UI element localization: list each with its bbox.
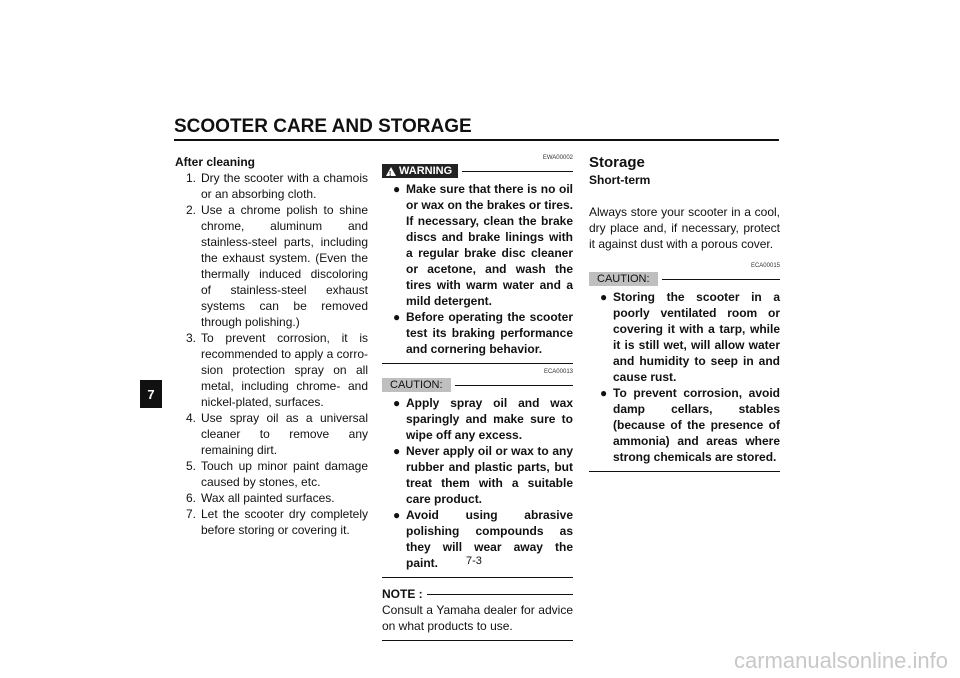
note-header-rule: [427, 594, 573, 595]
step-item: [175, 330, 368, 410]
note-text: Consult a Yamaha dealer for advice on what products to use.: [382, 603, 573, 633]
caution1-item: [382, 395, 573, 443]
caution1-header: [382, 377, 573, 393]
caution1-label: CAUTION:: [382, 378, 451, 392]
warning-triangle-icon: [386, 167, 396, 176]
chapter-tab: 7: [140, 380, 162, 408]
step-text: To prevent corrosion, it is recommended to apply a corro-sion protection spray on all metal, including chrome- and nickel-plated, surfaces.: [201, 331, 368, 409]
warning-label-text: WARNING: [399, 165, 453, 177]
warning-list: [382, 181, 573, 357]
caution2-code: ECA00015: [750, 263, 780, 269]
caution1-item-text: Avoid using abrasive polishing compounds as they will wear away the paint.: [406, 508, 573, 570]
bullet-icon: ●: [600, 290, 608, 304]
watermark: carmanualsonline.info: [733, 648, 948, 673]
warning-item-text: Make sure that there is no oil or wax on the brakes or tires. If necessary, clean the brake discs and brake linings with a regular brake disc cleaner or acetone, and wash the tires with warm water and a mild detergent.: [406, 182, 573, 308]
warning-item: [382, 181, 573, 309]
step-item: [175, 458, 368, 490]
step-item: [175, 490, 368, 506]
step-text: Wax all painted surfaces.: [201, 491, 335, 505]
step-text: Use spray oil as a universal cleaner to remove any remaining dirt.: [201, 411, 368, 457]
after-cleaning-heading: After cleaning: [175, 155, 256, 169]
step-number: 5.: [186, 459, 197, 473]
warning-end-rule: [382, 363, 573, 364]
bullet-icon: ●: [393, 310, 401, 324]
step-number: 4.: [186, 411, 197, 425]
caution1-list: [382, 395, 573, 571]
warning-item: [382, 309, 573, 357]
note-header: [382, 586, 573, 602]
page-number: 7-3: [466, 555, 482, 567]
warning-label: [382, 164, 458, 178]
caution2-label: CAUTION:: [589, 272, 658, 286]
page-title: SCOOTER CARE AND STORAGE: [174, 116, 472, 137]
bullet-icon: ●: [600, 386, 608, 400]
step-item: [175, 410, 368, 458]
step-number: 6.: [186, 491, 197, 505]
bullet-icon: ●: [393, 182, 401, 196]
caution1-item-text: Apply spray oil and wax sparingly and make sure to wipe off any excess.: [406, 396, 573, 442]
caution1-end-rule: [382, 577, 573, 578]
warning-header-rule: [462, 171, 573, 172]
bullet-icon: ●: [393, 508, 401, 522]
caution1-header-rule: [455, 385, 573, 386]
column-warnings: [382, 154, 573, 641]
caution2-item: [589, 385, 780, 465]
bullet-icon: ●: [393, 444, 401, 458]
column-after-cleaning: [175, 154, 368, 538]
caution2-item: [589, 289, 780, 385]
column-storage: [589, 154, 780, 472]
step-item: [175, 506, 368, 538]
caution2-item-text: Storing the scooter in a poorly ventilated room or covering it with a tarp, while it is still wet, will allow water and humidity to seep in and cause rust.: [613, 290, 780, 384]
step-number: 3.: [186, 331, 197, 345]
step-text: Let the scooter dry completely before storing or covering it.: [201, 507, 368, 537]
caution2-header-rule: [662, 279, 780, 280]
warning-item-text: Before operating the scooter test its braking performance and cornering behavior.: [406, 310, 573, 356]
caution1-item: [382, 443, 573, 507]
bullet-icon: ●: [393, 396, 401, 410]
title-rule: [174, 139, 779, 141]
step-item: [175, 202, 368, 330]
step-number: 1.: [186, 171, 197, 185]
warning-code: EWA00002: [542, 155, 573, 161]
note-end-rule: [382, 640, 573, 641]
step-item: [175, 170, 368, 202]
step-text: Use a chrome polish to shine chrome, aluminum and stainless-steel parts, including the exhaust system. (Even the thermally induced discoloring of stainless-steel exhaust systems can be removed through polishing.): [201, 203, 368, 329]
caution2-list: [589, 289, 780, 465]
note-label: NOTE :: [382, 587, 423, 601]
caution1-code: ECA00013: [543, 369, 573, 375]
caution2-end-rule: [589, 471, 780, 472]
step-number: 7.: [186, 507, 197, 521]
storage-subheading: Short-term: [589, 173, 651, 187]
storage-title: Storage: [589, 154, 645, 171]
caution2-header: [589, 271, 780, 287]
storage-paragraph: Always store your scooter in a cool, dry place and, if necessary, protect it against dust with a porous cover.: [589, 205, 780, 251]
step-text: Touch up minor paint damage caused by stones, etc.: [201, 459, 368, 489]
caution1-item-text: Never apply oil or wax to any rubber and plastic parts, but treat them with a suitable care product.: [406, 444, 573, 506]
caution2-item-text: To prevent corrosion, avoid damp cellars, stables (because of the presence of ammonia) and areas where strong chemicals are stored.: [613, 386, 780, 464]
step-number: 2.: [186, 203, 197, 217]
after-cleaning-steps: [175, 170, 368, 538]
warning-header: [382, 163, 573, 179]
step-text: Dry the scooter with a chamois or an absorbing cloth.: [201, 171, 368, 201]
